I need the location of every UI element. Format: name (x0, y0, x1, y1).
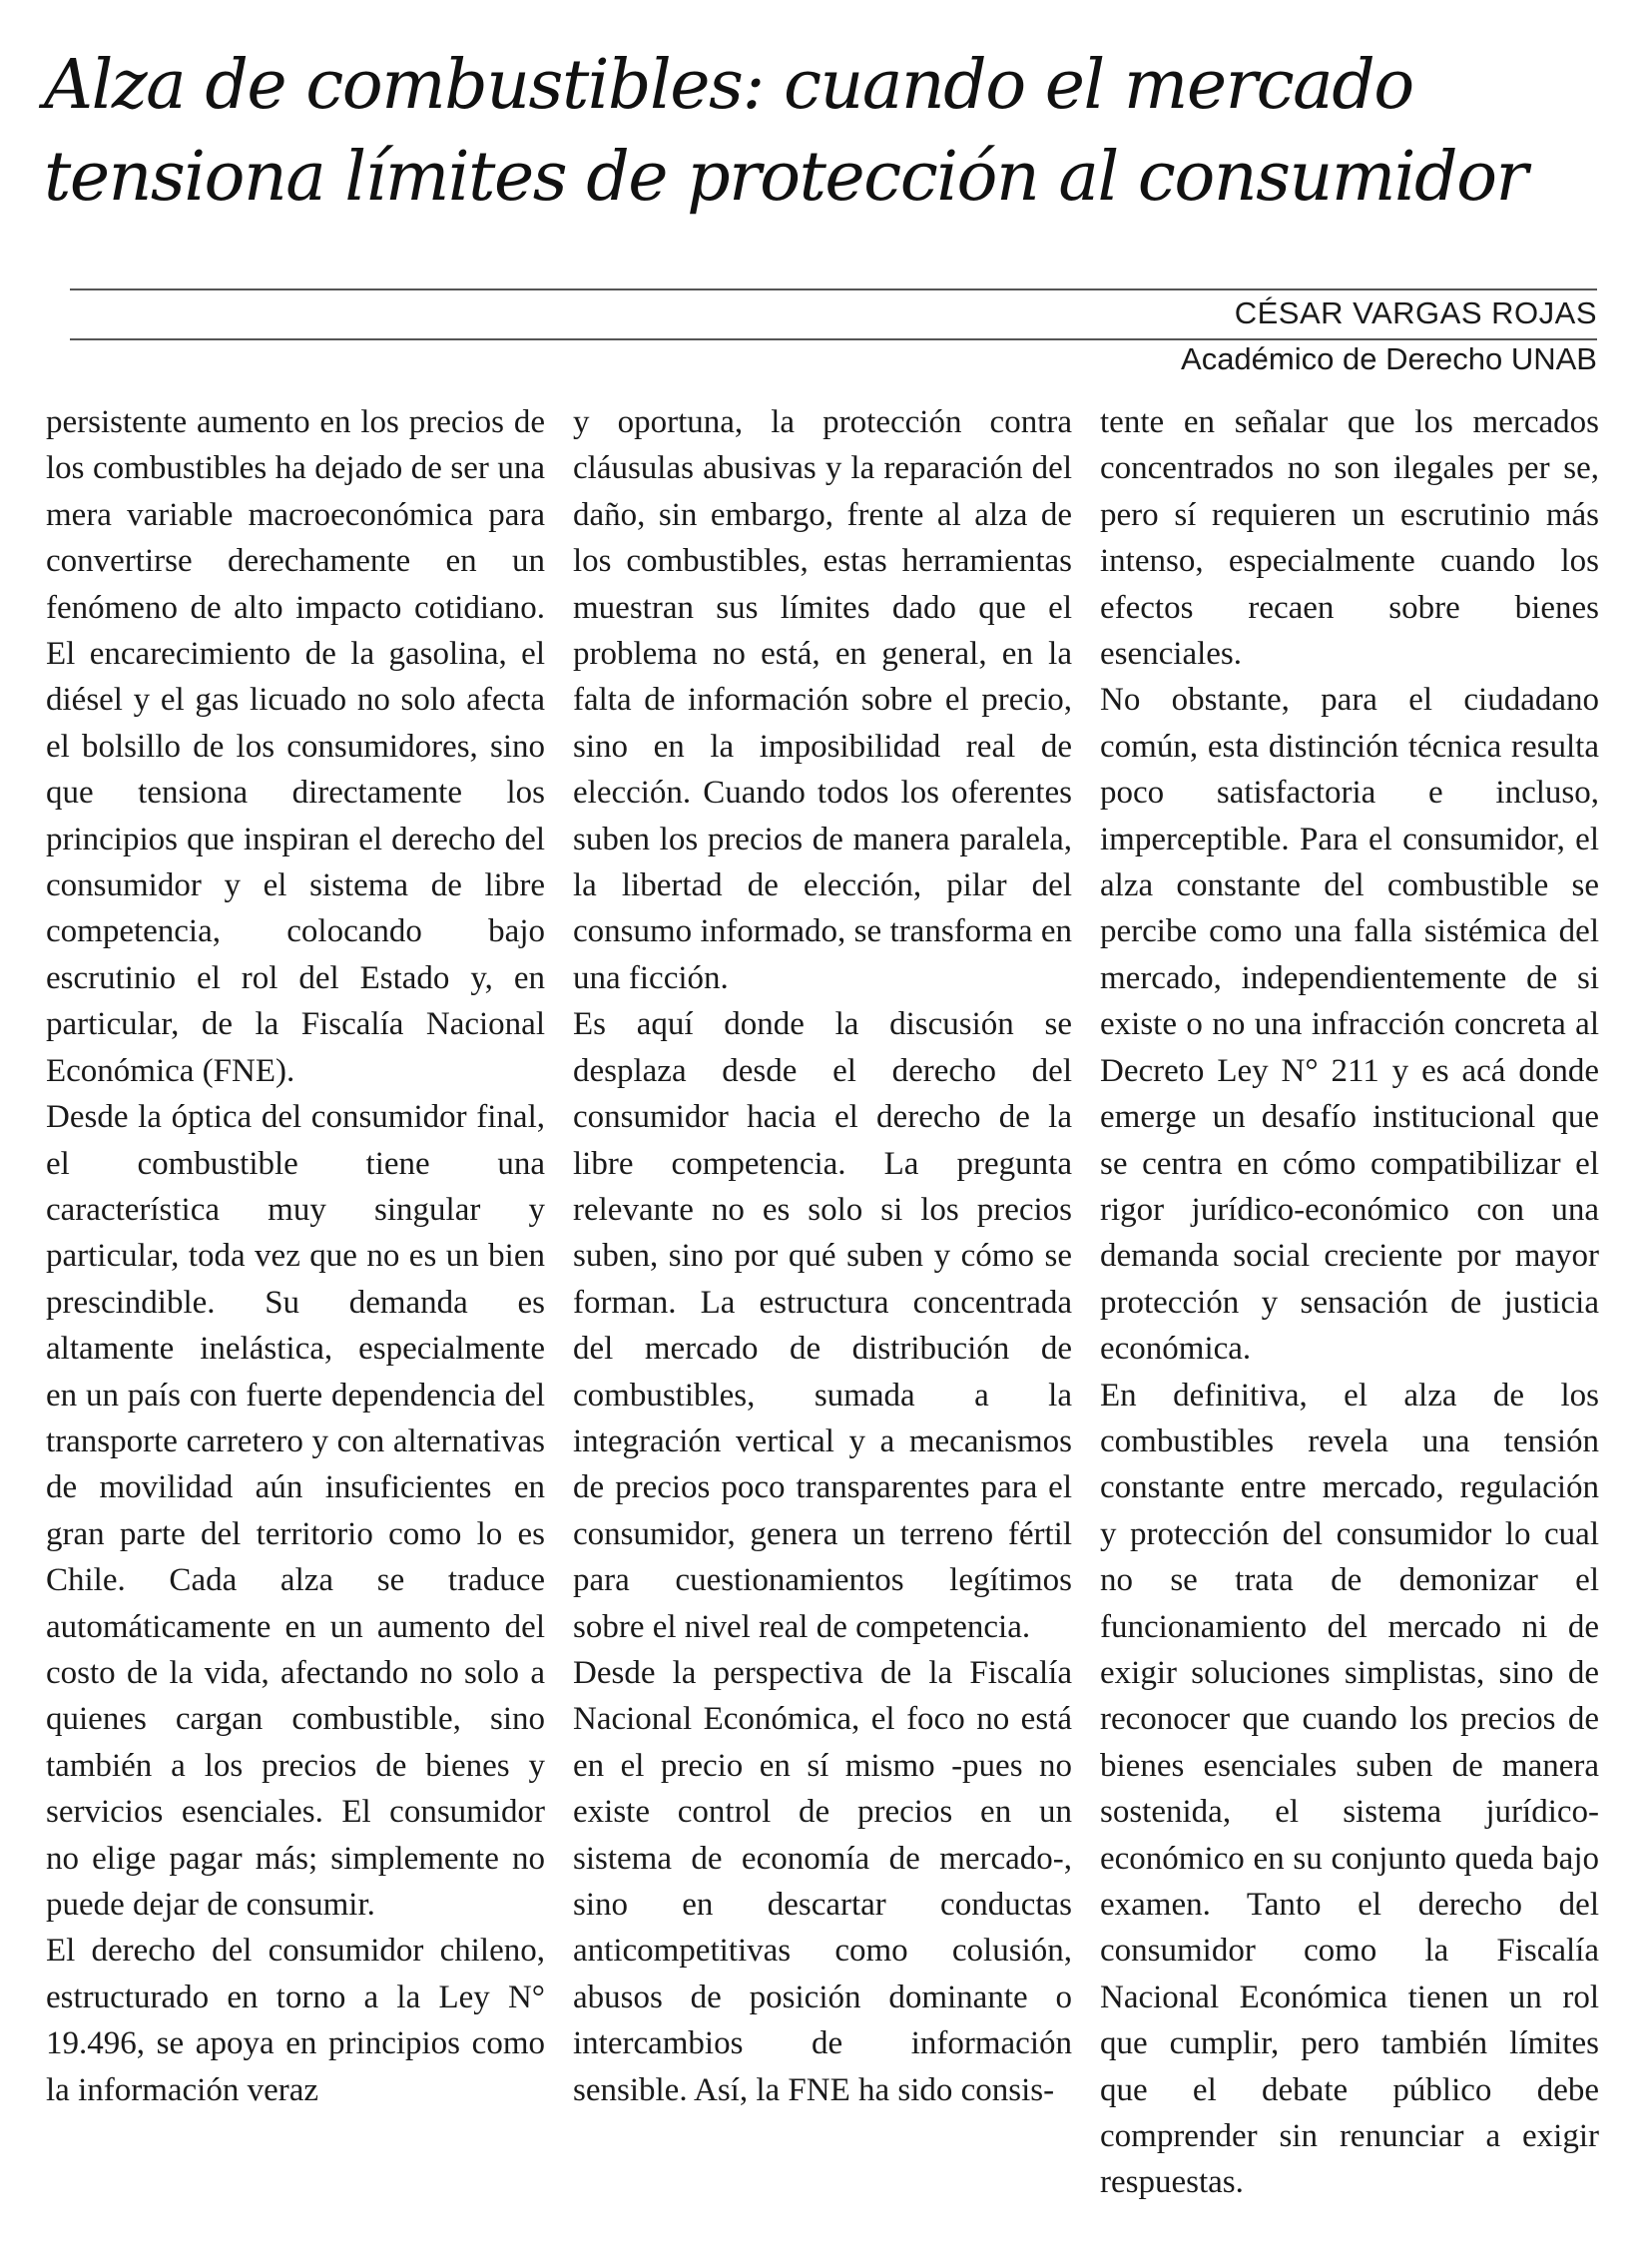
paragraph: Desde la óptica del consumidor final, el combustible tiene una característica muy singular y particular, toda vez que no es un bien prescindible. Su demanda es altamente inelástica, especialmente en un país con fuerte dependencia del transporte carretero y con alternativas de movilidad aún insuficientes en gran parte del territorio como lo es Chile. Cada alza se traduce automáticamente en un aumento del costo de la vida, afectando no solo a quienes cargan combustible, sino también a los precios de bienes y servicios esenciales. El consumidor no elige pagar más; simplemente no puede dejar de consumir. (46, 1099, 545, 1923)
top-divider (70, 288, 1597, 290)
headline-line-2: tensiona límites de protección al consumidor (44, 138, 1527, 217)
article-body (46, 399, 1599, 2236)
byline (1181, 291, 1597, 383)
paragraph: tente en señalar que los mercados concentrados no son ilegales per se, pero sí requieren un escrutinio más intenso, especialmente cuando los efectos recaen sobre bienes esenciales. (1100, 404, 1599, 673)
paragraph: Desde la perspectiva de la Fiscalía Nacional Económica, el foco no está en el precio en sí mismo -pues no existe control de precios en un sistema de economía de mercado-, sino en descartar conductas anticompetitivas como colusión, abusos de posición dominante o intercambios de información sensible. Así, la FNE ha sido consis- (573, 1654, 1072, 2108)
paragraph: No obstante, para el ciudadano común, esta distinción técnica resulta poco satisfactoria e incluso, imperceptible. Para el consumidor, el alza constante del combustible se percibe como una falla sistémica del mercado, independientemente de si existe o no una infracción concreta al Decreto Ley N° 211 y es acá donde emerge un desafío institucional que se centra en cómo compatibilizar el rigor jurídico-económico con una demanda social creciente por mayor protección y sensación de justicia económica. (1100, 682, 1599, 1368)
article-headline (44, 40, 1601, 224)
paragraph: persistente aumento en los precios de los combustibles ha dejado de ser una mera variable macroeconómica para convertirse derechamente en un fenómeno de alto impacto cotidiano. El encarecimiento de la gasolina, el diésel y el gas licuado no solo afecta el bolsillo de los consumidores, sino que tensiona directamente los principios que inspiran el derecho del consumidor y el sistema de libre competencia, colocando bajo escrutinio el rol del Estado y, en particular, de la Fiscalía Nacional Económica (FNE). (46, 404, 545, 1089)
text-column-3 (1100, 399, 1599, 2236)
author-role: Académico de Derecho UNAB (1181, 341, 1597, 376)
text-column-2 (573, 399, 1072, 2236)
paragraph: El derecho del consumidor chileno, estructurado en torno a la Ley N° 19.496, se apoya en principios como la información veraz (46, 1933, 545, 2108)
paragraph: En definitiva, el alza de los combustibles revela una tensión constante entre mercado, regulación y protección del consumidor lo cual no se trata de demonizar el funcionamiento del mercado ni de exigir soluciones simplistas, sino de reconocer que cuando los precios de bienes esenciales suben de manera sostenida, el sistema jurídico-económico en su conjunto queda bajo examen. Tanto el derecho del consumidor como la Fiscalía Nacional Económica tienen un rol que cumplir, pero también límites que el debate público debe comprender sin renunciar a exigir respuestas. (1100, 1377, 1599, 2201)
paragraph: y oportuna, la protección contra cláusulas abusivas y la reparación del daño, sin embargo, frente al alza de los combustibles, estas herramientas muestran sus límites dado que el problema no está, en general, en la falta de información sobre el precio, sino en la imposibilidad real de elección. Cuando todos los oferentes suben los precios de manera paralela, la libertad de elección, pilar del consumo informado, se transforma en una ficción. (573, 404, 1072, 996)
text-column-1 (46, 399, 545, 2236)
paragraph: Es aquí donde la discusión se desplaza desde el derecho del consumidor hacia el derecho de la libre competencia. La pregunta relevante no es solo si los precios suben, sino por qué suben y cómo se forman. La estructura concentrada del mercado de distribución de combustibles, sumada a la integración vertical y a mecanismos de precios poco transparentes para el consumidor, genera un terreno fértil para cuestionamientos legítimos sobre el nivel real de competencia. (573, 1006, 1072, 1645)
author-name: CÉSAR VARGAS ROJAS (1234, 295, 1597, 330)
headline-line-1: Alza de combustibles: cuando el mercado (44, 46, 1413, 125)
